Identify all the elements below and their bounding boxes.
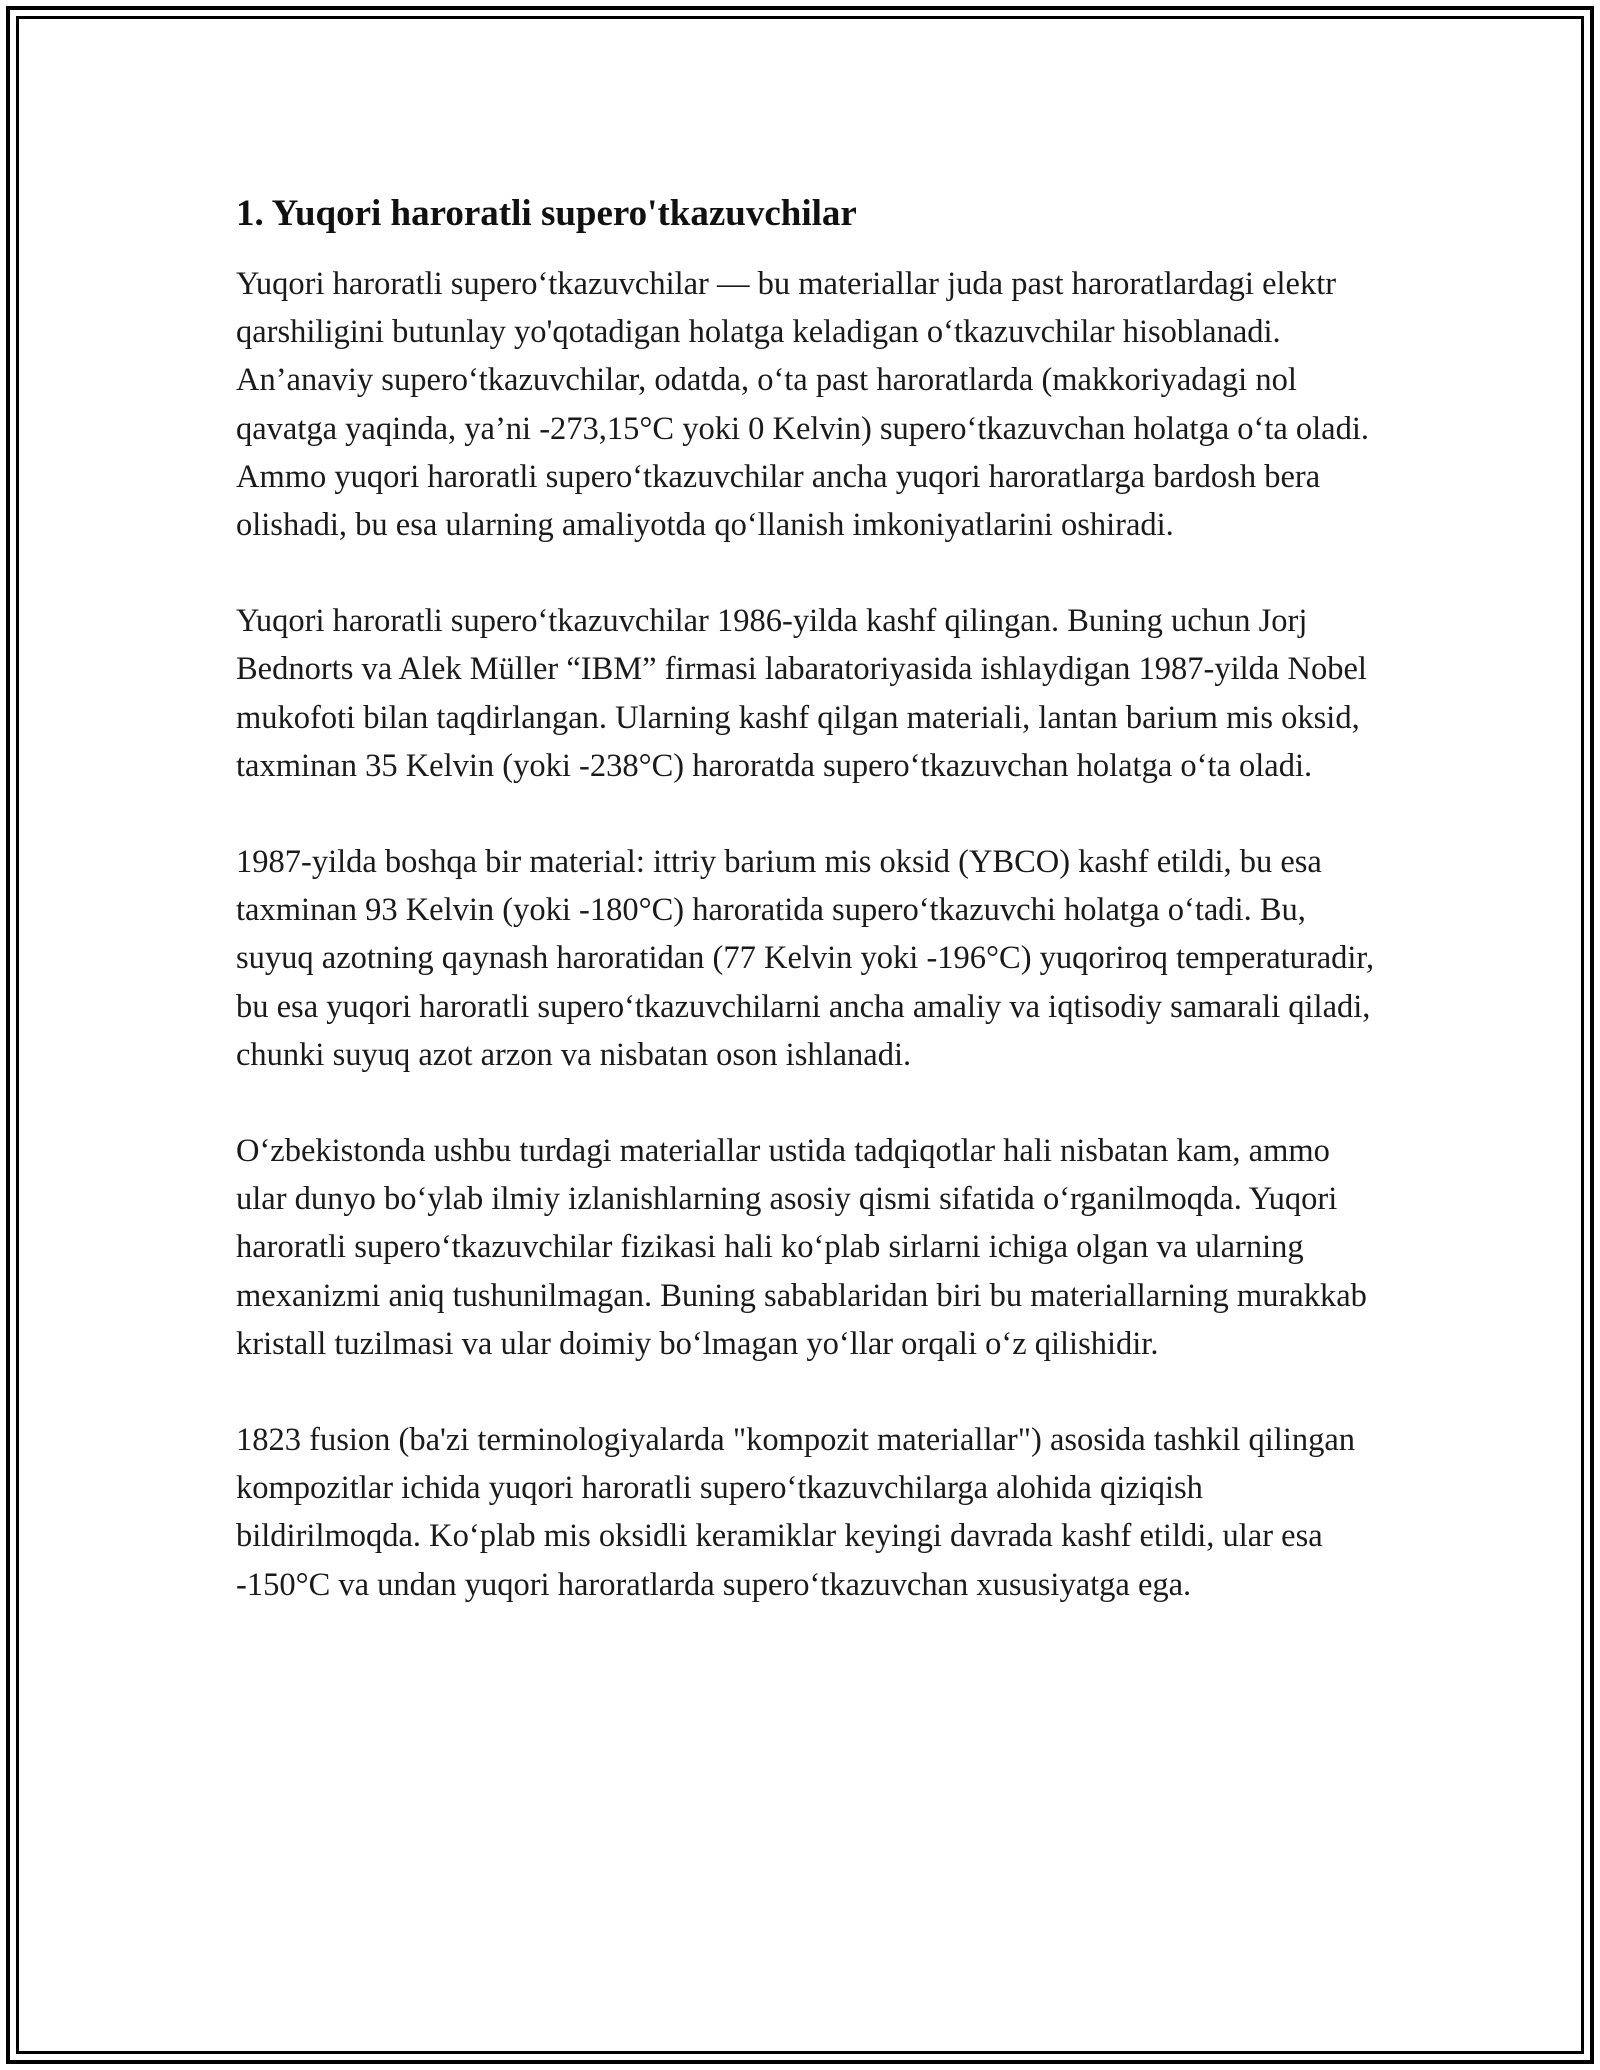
section-heading: 1. Yuqori haroratli supero'tkazuvchilar (236, 193, 857, 234)
paragraph-uzbekistan-research: O‘zbekistonda ushbu turdagi materiallar ustida tadqiqotlar hali nisbatan kam, ammo ular dunyo bo‘ylab ilmiy izlanishlarning asosiy qismi sifatida o‘rganilmoqda. Yuqori haroratli supero‘tkazuvchilar fizikasi hali ko‘plab sirlarni ichiga olgan va ularning mexanizmi aniq tushunilmagan. Buning sabablaridan biri bu materiallarning murakkab kristall tuzilmasi va ular doimiy bo‘lmagan yo‘llar orqali o‘z qilishidir. (236, 1133, 1367, 1362)
paragraph-composites: 1823 fusion (ba'zi terminologiyalarda "kompozit materiallar") asosida tashkil qilingan kompozitlar ichida yuqori haroratli supero‘tkazuvchilarga alohida qiziqish bildirilmoqda. Ko‘plab mis oksidli keramiklar keyingi davrada kashf etildi, ular esa -150°C va undan yuqori haroratlarda supero‘tkazuvchan xususiyatga ega. (236, 1422, 1356, 1603)
paragraph-discovery-1986: Yuqori haroratli supero‘tkazuvchilar 1986-yilda kashf qilingan. Buning uchun Jorj Bednorts va Alek Müller “IBM” firmasi labaratoriyasida ishlaydigan 1987-yilda Nobel mukofoti bilan taqdirlangan. Ularning kashf qilgan materiali, lantan barium mis oksid, taxminan 35 Kelvin (yoki -238°C) haroratda supero‘tkazuvchan holatga o‘ta oladi. (236, 603, 1367, 784)
paragraph-ybco-1987: 1987-yilda boshqa bir material: ittriy barium mis oksid (YBCO) kashf etildi, bu esa taxminan 93 Kelvin (yoki -180°C) haroratida supero‘tkazuvchi holatga o‘tadi. Bu, suyuq azotning qaynash haroratidan (77 Kelvin yoki -196°C) yuqoriroq temperaturadir, bu esa yuqori haroratli supero‘tkazuvchilarni ancha amaliy va iqtisodiy samarali qiladi, chunki suyuq azot arzon va nisbatan oson ishlanadi. (236, 844, 1375, 1073)
paragraph-intro: Yuqori haroratli supero‘tkazuvchilar — bu materiallar juda past haroratlardagi elektr qarshiligini butunlay yo'qotadigan holatga keladigan o‘tkazuvchilar hisoblanadi. An’anaviy supero‘tkazuvchilar, odatda, o‘ta past haroratlarda (makkoriyadagi nol qavatga yaqinda, ya’ni -273,15°C yoki 0 Kelvin) supero‘tkazuvchan holatga o‘ta oladi. Ammo yuqori haroratli supero‘tkazuvchilar ancha yuqori haroratlarga bardosh bera olishadi, bu esa ularning amaliyotda qo‘llanish imkoniyatlarini oshiradi. (236, 266, 1370, 544)
document-body (236, 186, 1386, 1657)
